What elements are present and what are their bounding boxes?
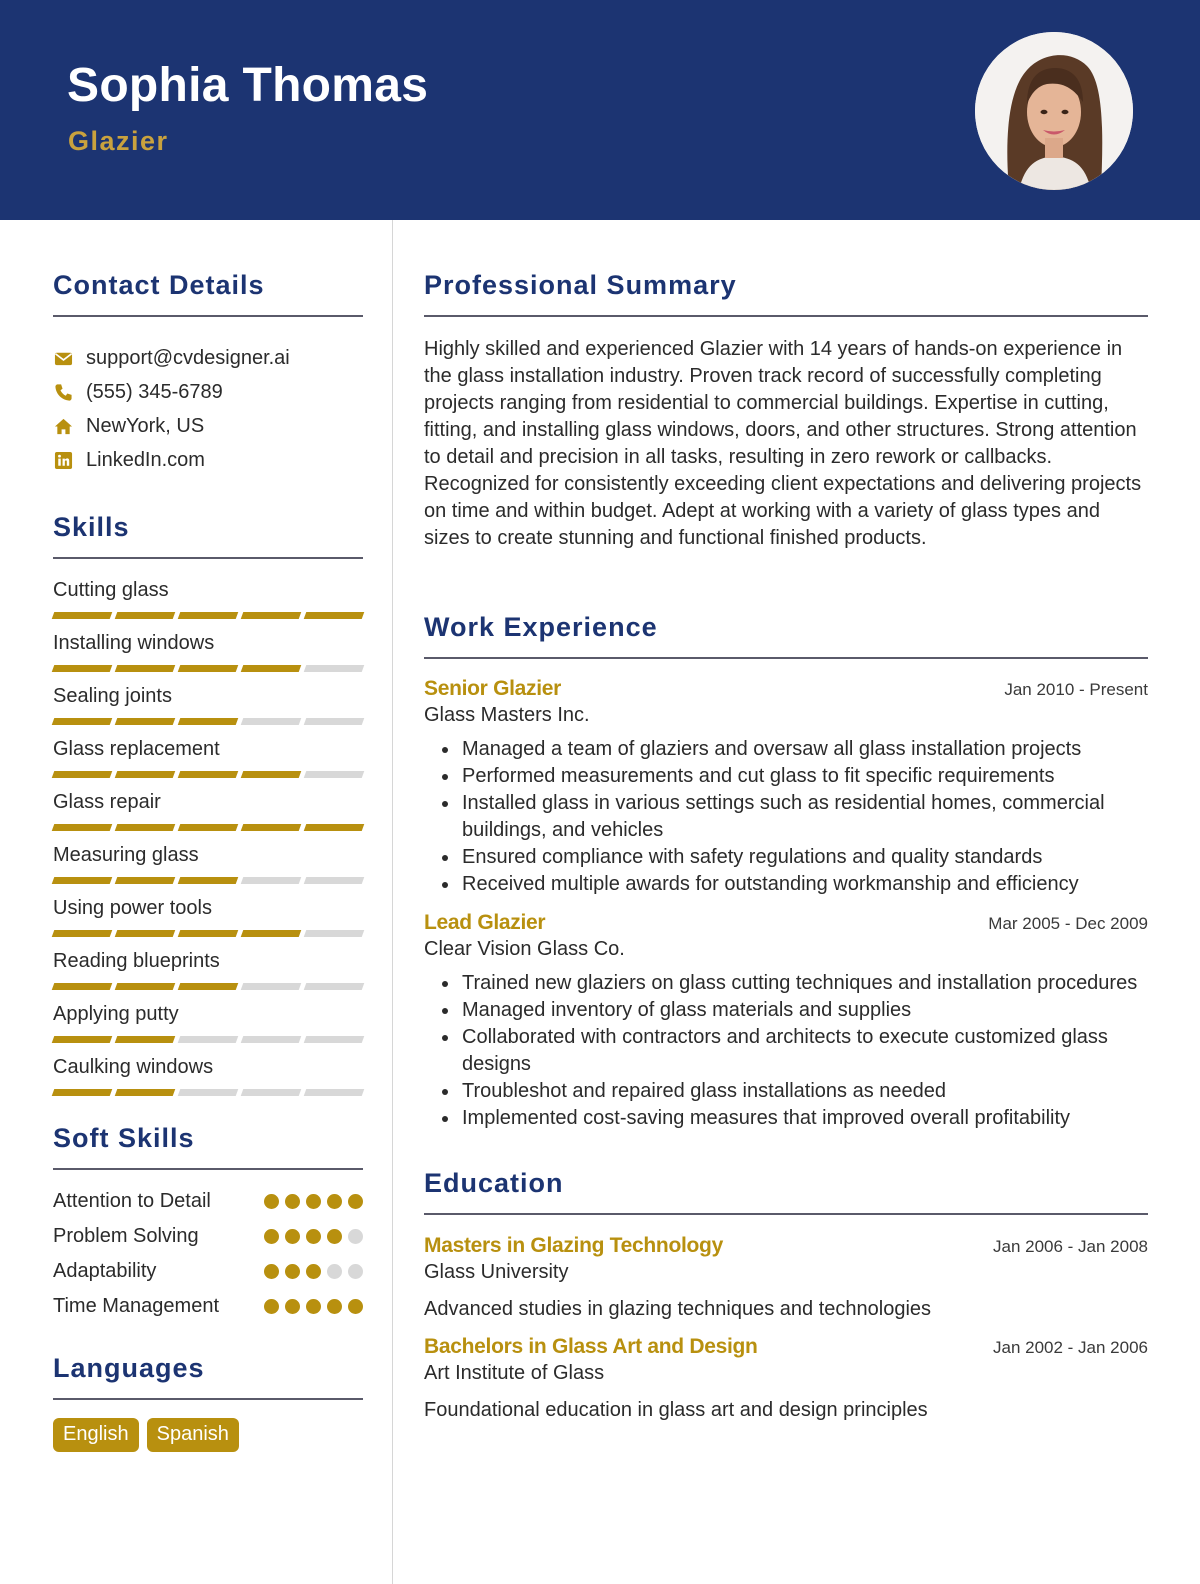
soft-skill-rating	[264, 1188, 363, 1209]
skill-level-segment	[304, 930, 365, 937]
skill-item	[53, 842, 363, 884]
skill-level-segment	[241, 612, 302, 619]
skill-level-segment	[241, 1089, 302, 1096]
skill-level-bar	[53, 930, 363, 937]
education-entry-head	[424, 1234, 1148, 1258]
skill-item	[53, 736, 363, 778]
soft-skill-label: Attention to Detail	[53, 1190, 211, 1212]
rating-dot	[348, 1194, 363, 1209]
skill-level-segment	[241, 1036, 302, 1043]
home-icon	[53, 416, 73, 436]
skill-level-segment	[52, 612, 113, 619]
soft-skill-item	[53, 1293, 363, 1320]
job-bullet: Received multiple awards for outstanding workmanship and efficiency	[424, 871, 1148, 898]
skill-level-segment	[115, 665, 176, 672]
skill-level-segment	[52, 665, 113, 672]
section-divider	[53, 1398, 363, 1400]
skill-level-segment	[52, 877, 113, 884]
soft-skill-rating	[264, 1293, 363, 1314]
skill-level-segment	[115, 1089, 176, 1096]
languages-section	[53, 1353, 363, 1452]
skill-level-segment	[52, 1089, 113, 1096]
contact-section	[53, 270, 363, 477]
skill-level-segment	[178, 983, 239, 990]
skill-level-segment	[115, 1036, 176, 1043]
skill-label: Measuring glass	[53, 844, 199, 866]
skill-level-bar	[53, 1089, 363, 1096]
contact-phone-text: (555) 345-6789	[86, 380, 223, 403]
skill-level-segment	[178, 877, 239, 884]
skill-level-segment	[304, 612, 365, 619]
skill-level-segment	[178, 930, 239, 937]
skill-level-bar	[53, 665, 363, 672]
rating-dot	[264, 1229, 279, 1244]
skill-level-segment	[178, 1036, 239, 1043]
education-description: Foundational education in glass art and design principles	[424, 1399, 928, 1421]
rating-dot	[306, 1264, 321, 1279]
skill-level-bar	[53, 983, 363, 990]
skill-label: Using power tools	[53, 897, 212, 919]
contact-email[interactable]	[53, 341, 363, 375]
skills-heading: Skills	[53, 512, 130, 542]
skill-level-bar	[53, 612, 363, 619]
skills-section	[53, 512, 363, 1096]
experience-entry	[424, 911, 1148, 1132]
experience-entry-head	[424, 677, 1148, 701]
education-description: Advanced studies in glazing techniques and technologies	[424, 1298, 932, 1320]
rating-dot	[348, 1264, 363, 1279]
contact-linkedin-text: LinkedIn.com	[86, 448, 205, 471]
contact-heading: Contact Details	[53, 270, 265, 300]
language-tag: English	[53, 1418, 139, 1452]
job-role: Lead Glazier	[424, 911, 546, 934]
contact-linkedin[interactable]	[53, 443, 363, 477]
skills-list	[53, 577, 363, 1096]
skill-item	[53, 1054, 363, 1096]
resume-header	[0, 0, 1200, 220]
skill-level-segment	[304, 771, 365, 778]
skill-level-segment	[115, 771, 176, 778]
skill-item	[53, 1001, 363, 1043]
skill-level-segment	[304, 824, 365, 831]
skill-level-bar	[53, 1036, 363, 1043]
skill-level-segment	[52, 718, 113, 725]
education-dates: Jan 2006 - Jan 2008	[992, 1237, 1148, 1256]
degree-name: Masters in Glazing Technology	[424, 1234, 723, 1257]
skill-level-segment	[52, 771, 113, 778]
degree-name: Bachelors in Glass Art and Design	[424, 1335, 758, 1358]
skill-level-segment	[115, 930, 176, 937]
education-section	[424, 1168, 1148, 1422]
skill-label: Cutting glass	[53, 579, 169, 601]
skill-item	[53, 577, 363, 619]
contact-email-text: support@cvdesigner.ai	[86, 346, 290, 369]
skill-level-segment	[115, 718, 176, 725]
column-divider	[392, 220, 393, 1584]
skill-label: Sealing joints	[53, 685, 172, 707]
skill-label: Glass replacement	[53, 738, 220, 760]
linkedin-icon	[53, 450, 73, 470]
envelope-icon	[53, 348, 73, 368]
skill-level-bar	[53, 877, 363, 884]
skill-level-segment	[241, 665, 302, 672]
section-divider	[53, 315, 363, 317]
skill-level-segment	[241, 877, 302, 884]
job-bullet: Performed measurements and cut glass to fit specific requirements	[424, 763, 1148, 790]
skill-label: Reading blueprints	[53, 950, 220, 972]
contact-location	[53, 409, 363, 443]
rating-dot	[285, 1264, 300, 1279]
skill-level-segment	[241, 771, 302, 778]
skill-level-segment	[304, 877, 365, 884]
contact-phone[interactable]	[53, 375, 363, 409]
job-bullet: Ensured compliance with safety regulations and quality standards	[424, 844, 1148, 871]
soft-skills-heading: Soft Skills	[53, 1123, 195, 1153]
experience-entry	[424, 677, 1148, 898]
section-divider	[53, 557, 363, 559]
skill-level-segment	[304, 665, 365, 672]
rating-dot	[306, 1194, 321, 1209]
soft-skill-label: Time Management	[53, 1295, 219, 1317]
contact-list	[53, 341, 363, 477]
soft-skill-rating	[264, 1258, 363, 1279]
skill-level-segment	[304, 1036, 365, 1043]
skill-level-segment	[115, 824, 176, 831]
job-dates: Mar 2005 - Dec 2009	[988, 914, 1148, 933]
section-divider	[53, 1168, 363, 1170]
skill-label: Applying putty	[53, 1003, 179, 1025]
rating-dot	[264, 1299, 279, 1314]
skill-level-segment	[304, 718, 365, 725]
skill-label: Glass repair	[53, 791, 161, 813]
summary-text: Highly skilled and experienced Glazier with 14 years of hands-on experience in the glass installation industry. Proven track record of successfully completing projects ranging from residential to commercial buildings. Expertise in cutting, fitting, and installing glass windows, doors, and other structures. Strong attention to detail and precision in all tasks, resulting in zero rework or callbacks. Recognized for consistently exceeding client expectations and delivering projects on time and within budget. Adept at working with a variety of glass types and sizes to create stunning and functional finished products.	[424, 338, 1142, 549]
rating-dot	[285, 1299, 300, 1314]
skill-level-segment	[52, 824, 113, 831]
rating-dot	[285, 1194, 300, 1209]
left-column	[53, 220, 363, 1452]
skill-level-segment	[52, 930, 113, 937]
section-divider	[424, 657, 1148, 659]
skill-level-segment	[115, 983, 176, 990]
soft-skill-item	[53, 1258, 363, 1285]
job-bullets	[424, 970, 1148, 1132]
skill-level-segment	[178, 771, 239, 778]
skill-label: Installing windows	[53, 632, 215, 654]
skill-level-segment	[52, 983, 113, 990]
skill-item	[53, 895, 363, 937]
skill-level-segment	[178, 718, 239, 725]
job-bullet: Implemented cost-saving measures that improved overall profitability	[424, 1105, 1148, 1132]
skill-level-segment	[304, 983, 365, 990]
job-bullet: Troubleshot and repaired glass installations as needed	[424, 1078, 1148, 1105]
languages-heading: Languages	[53, 1353, 205, 1383]
summary-heading: Professional Summary	[424, 270, 737, 300]
skill-level-segment	[241, 718, 302, 725]
soft-skill-label: Adaptability	[53, 1260, 157, 1282]
experience-entry-head	[424, 911, 1148, 935]
skill-level-segment	[178, 665, 239, 672]
profile-photo-image	[975, 32, 1133, 190]
skill-level-bar	[53, 824, 363, 831]
skill-level-segment	[178, 612, 239, 619]
school-name: Art Institute of Glass	[424, 1362, 605, 1384]
rating-dot	[264, 1194, 279, 1209]
job-bullets	[424, 736, 1148, 898]
job-bullet: Managed a team of glaziers and oversaw all glass installation projects	[424, 736, 1148, 763]
skill-label: Caulking windows	[53, 1056, 214, 1078]
rating-dot	[348, 1229, 363, 1244]
job-role: Senior Glazier	[424, 677, 562, 700]
skill-item	[53, 948, 363, 990]
contact-location-text: NewYork, US	[86, 414, 205, 437]
skill-level-segment	[241, 930, 302, 937]
soft-skills-list	[53, 1188, 363, 1320]
education-entry-head	[424, 1335, 1148, 1359]
section-divider	[424, 1213, 1148, 1215]
job-bullet: Trained new glaziers on glass cutting techniques and installation procedures	[424, 970, 1148, 997]
job-bullet: Managed inventory of glass materials and supplies	[424, 997, 1148, 1024]
school-name: Glass University	[424, 1261, 569, 1283]
experience-section	[424, 612, 1148, 1132]
summary-section	[424, 270, 1148, 552]
rating-dot	[327, 1194, 342, 1209]
language-tags	[53, 1418, 363, 1452]
skill-level-segment	[241, 983, 302, 990]
skill-item	[53, 789, 363, 831]
soft-skill-item	[53, 1188, 363, 1215]
education-heading: Education	[424, 1168, 564, 1198]
skill-level-segment	[115, 877, 176, 884]
rating-dot	[327, 1264, 342, 1279]
skill-level-segment	[241, 824, 302, 831]
rating-dot	[306, 1299, 321, 1314]
job-dates: Jan 2010 - Present	[1004, 680, 1148, 699]
company-name: Clear Vision Glass Co.	[424, 938, 625, 960]
skill-level-segment	[178, 824, 239, 831]
rating-dot	[348, 1299, 363, 1314]
skill-level-segment	[178, 1089, 239, 1096]
soft-skills-section	[53, 1123, 363, 1320]
candidate-name: Sophia Thomas	[67, 59, 429, 112]
education-dates: Jan 2002 - Jan 2006	[992, 1338, 1148, 1357]
soft-skill-label: Problem Solving	[53, 1225, 199, 1247]
skill-level-bar	[53, 718, 363, 725]
skill-item	[53, 630, 363, 672]
skill-level-bar	[53, 771, 363, 778]
language-tag: Spanish	[147, 1418, 239, 1452]
right-column	[424, 220, 1148, 1422]
profile-photo	[975, 32, 1133, 190]
soft-skill-item	[53, 1223, 363, 1250]
skill-item	[53, 683, 363, 725]
job-bullet: Installed glass in various settings such as residential homes, commercial buildings, and vehicles	[424, 790, 1148, 844]
job-bullet: Collaborated with contractors and architects to execute customized glass designs	[424, 1024, 1148, 1078]
phone-icon	[53, 382, 73, 402]
education-entry	[424, 1335, 1148, 1422]
job-title: Glazier	[68, 126, 169, 156]
company-name: Glass Masters Inc.	[424, 704, 590, 726]
rating-dot	[327, 1299, 342, 1314]
skill-level-segment	[52, 1036, 113, 1043]
experience-heading: Work Experience	[424, 612, 658, 642]
rating-dot	[264, 1264, 279, 1279]
rating-dot	[285, 1229, 300, 1244]
education-entry	[424, 1234, 1148, 1321]
section-divider	[424, 315, 1148, 317]
rating-dot	[327, 1229, 342, 1244]
skill-level-segment	[304, 1089, 365, 1096]
soft-skill-rating	[264, 1223, 363, 1244]
rating-dot	[306, 1229, 321, 1244]
skill-level-segment	[115, 612, 176, 619]
